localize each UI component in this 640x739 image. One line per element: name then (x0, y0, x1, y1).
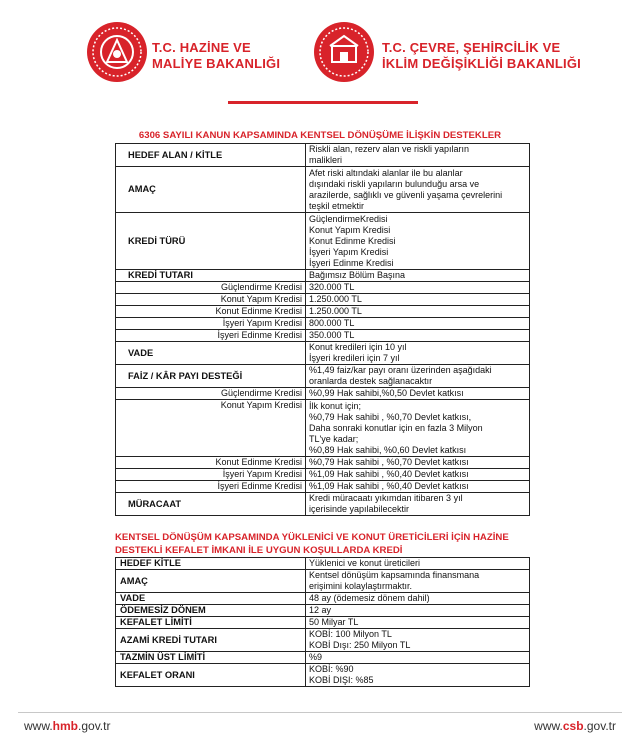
table-row (116, 593, 530, 605)
amount-value: 320.000 TL (306, 282, 530, 294)
amount-label: Konut Yapım Kredisi (116, 294, 306, 306)
vade-value: Konut kredileri için 10 yıl İşyeri kredileri için 7 yıl (306, 342, 530, 365)
table-row (116, 481, 530, 493)
csb-website-link[interactable]: www.csb.gov.tr (534, 719, 616, 733)
amac-value: Afet riski altındaki alanlar ile bu alanlar dışındaki riskli yapıların bulunduğu arsa ve arazilerde, sağlıklı ve güvenli yaşama çevrelerini teşkil etmektir (306, 167, 530, 213)
amount-label: İşyeri Yapım Kredisi (116, 318, 306, 330)
row-value: 50 Milyar TL (306, 617, 530, 629)
amount-label: Güçlendirme Kredisi (116, 282, 306, 294)
amount-label: Konut Edinme Kredisi (116, 306, 306, 318)
faiz-row-label: Konut Edinme Kredisi (116, 457, 306, 469)
guarantee-table (115, 557, 530, 687)
table-row (116, 365, 530, 388)
footer-divider (18, 712, 622, 713)
amount-value: 800.000 TL (306, 318, 530, 330)
faiz-row-value: %0,79 Hak sahibi , %0,70 Devlet katkısı (306, 457, 530, 469)
hedef-value: Riskli alan, rezerv alan ve riskli yapıların malikleri (306, 144, 530, 167)
section2-title: KENTSEL DÖNÜŞÜM KAPSAMINDA YÜKLENİCİ VE KONUT ÜRETİCİLERİ İÇİN HAZİNE DESTEKLİ KEFALET İMKANI İLE UYGUN KOŞULLARDA KREDİ (115, 532, 509, 556)
table-row (116, 294, 530, 306)
amount-value: 350.000 TL (306, 330, 530, 342)
muracaat-label: MÜRACAAT (116, 493, 306, 516)
row-label: AMAÇ (116, 570, 306, 593)
section1-title: 6306 SAYILI KANUN KAPSAMINDA KENTSEL DÖNÜŞÜME İLİŞKİN DESTEKLER (138, 130, 502, 141)
row-label: TAZMİN ÜST LİMİTİ (116, 652, 306, 664)
table-row (116, 457, 530, 469)
amount-label: İşyeri Edinme Kredisi (116, 330, 306, 342)
faiz-row-label: İşyeri Yapım Kredisi (116, 469, 306, 481)
table-row (116, 652, 530, 664)
amount-value: 1.250.000 TL (306, 294, 530, 306)
kredi-tutari-value: Bağımsız Bölüm Başına (306, 270, 530, 282)
row-label: HEDEF KİTLE (116, 558, 306, 570)
table-row (116, 400, 530, 457)
faiz-row-value: İlk konut için; %0,79 Hak sahibi , %0,70 Devlet katkısı, Daha sonraki konutlar için en fazla 3 Milyon TL'ye kadar; %0,89 Hak sahibi, %0,60 Devlet katkısı (306, 400, 530, 457)
table-row (116, 664, 530, 687)
table-row (116, 617, 530, 629)
row-value: KOBİ: %90 KOBİ DIŞI: %85 (306, 664, 530, 687)
hmb-website-link[interactable]: www.hmb.gov.tr (24, 719, 111, 733)
row-value: 48 ay (ödemesiz dönem dahil) (306, 593, 530, 605)
table-row (116, 558, 530, 570)
table-row (116, 270, 530, 282)
kredi-turu-value: GüçlendirmeKredisi Konut Yapım Kredisi Konut Edinme Kredisi İşyeri Yapım Kredisi İşyeri Edinme Kredisi (306, 213, 530, 270)
table-row (116, 213, 530, 270)
amac-label: AMAÇ (116, 167, 306, 213)
row-value: %9 (306, 652, 530, 664)
faiz-label: FAİZ / KÂR PAYI DESTEĞİ (116, 365, 306, 388)
row-label: KEFALET ORANI (116, 664, 306, 687)
row-label: ÖDEMESİZ DÖNEM (116, 605, 306, 617)
csb-name: T.C. ÇEVRE, ŞEHİRCİLİK VE İKLİM DEĞİŞİKLİĞİ BAKANLIĞI (382, 40, 581, 71)
row-value: 12 ay (306, 605, 530, 617)
table-row (116, 330, 530, 342)
hmb-name: T.C. HAZİNE VE MALİYE BAKANLIĞI (152, 40, 281, 71)
table-row (116, 493, 530, 516)
faiz-row-value: %1,09 Hak sahibi , %0,40 Devlet katkısı (306, 469, 530, 481)
row-label: KEFALET LİMİTİ (116, 617, 306, 629)
table-row (116, 282, 530, 294)
table-row (116, 570, 530, 593)
faiz-value: %1,49 faiz/kar payı oranı üzerinden aşağıdaki oranlarda destek sağlanacaktır (306, 365, 530, 388)
faiz-row-label: Güçlendirme Kredisi (116, 388, 306, 400)
row-label: AZAMİ KREDİ TUTARI (116, 629, 306, 652)
faiz-row-value: %1,09 Hak sahibi , %0,40 Devlet katkısı (306, 481, 530, 493)
table-row (116, 469, 530, 481)
kredi-tutari-label: KREDİ TUTARI (116, 270, 306, 282)
row-value: KOBİ: 100 Milyon TL KOBİ Dışı: 250 Milyon TL (306, 629, 530, 652)
faiz-row-label: İşyeri Edinme Kredisi (116, 481, 306, 493)
page-header (0, 0, 640, 100)
table-row (116, 342, 530, 365)
hmb-emblem-icon (85, 20, 149, 84)
row-value: Yüklenici ve konut üreticileri (306, 558, 530, 570)
muracaat-value: Kredi müracaatı yıkımdan itibaren 3 yıl içerisinde yapılabilecektir (306, 493, 530, 516)
table-row (116, 629, 530, 652)
row-value: Kentsel dönüşüm kapsamında finansmana erişimini kolaylaştırmaktır. (306, 570, 530, 593)
faiz-row-value: %0,99 Hak sahibi,%0,50 Devlet katkısı (306, 388, 530, 400)
vade-label: VADE (116, 342, 306, 365)
kredi-turu-label: KREDİ TÜRÜ (116, 213, 306, 270)
header-divider (228, 101, 418, 104)
hedef-label: HEDEF ALAN / KİTLE (116, 144, 306, 167)
faiz-row-label: Konut Yapım Kredisi (116, 400, 306, 457)
amount-value: 1.250.000 TL (306, 306, 530, 318)
table-row (116, 306, 530, 318)
support-table (115, 143, 530, 516)
csb-emblem-icon (312, 20, 376, 84)
table-row (116, 318, 530, 330)
table-row (116, 167, 530, 213)
table-row (116, 144, 530, 167)
table-row (116, 605, 530, 617)
row-label: VADE (116, 593, 306, 605)
table-row (116, 388, 530, 400)
